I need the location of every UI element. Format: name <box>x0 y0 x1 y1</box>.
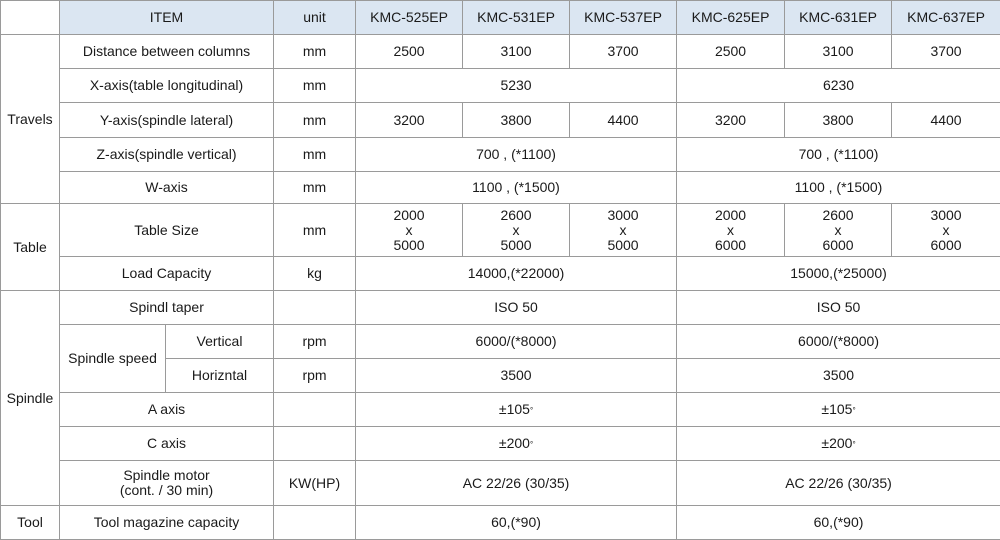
header-model: KMC-637EP <box>892 1 1000 35</box>
header-model: KMC-625EP <box>677 1 785 35</box>
unit-cell <box>274 506 356 540</box>
header-model: KMC-537EP <box>570 1 677 35</box>
unit-cell: mm <box>274 172 356 204</box>
row-z-axis <box>1 138 1000 172</box>
value-cell: 3200 <box>677 103 785 138</box>
a-axis-value: ±105 <box>821 400 853 417</box>
value-cell: 3800 <box>785 103 892 138</box>
header-model: KMC-531EP <box>463 1 570 35</box>
table-width: 3000 <box>607 206 639 223</box>
row-w-axis <box>1 172 1000 204</box>
value-cell: 3100 <box>785 35 892 69</box>
value-group6: 15000,(*25000) <box>677 257 1000 291</box>
row-spindle-motor <box>1 461 1000 506</box>
value-cell: 3800 <box>463 103 570 138</box>
value-group6: 6230 <box>677 69 1000 103</box>
unit-cell: mm <box>274 103 356 138</box>
table-size-cell <box>785 204 892 257</box>
value-cell: 2500 <box>677 35 785 69</box>
table-size-cell <box>677 204 785 257</box>
row-x-axis <box>1 69 1000 103</box>
value-group5: ISO 50 <box>356 291 677 325</box>
value-group6: 700 , (*1100) <box>677 138 1000 172</box>
times-sign: x <box>942 221 950 238</box>
times-sign: x <box>405 221 413 238</box>
header-row <box>1 1 1000 35</box>
group-tool: Tool <box>1 506 60 540</box>
table-width: 3000 <box>930 206 962 223</box>
label-load-capacity: Load Capacity <box>60 257 274 291</box>
row-tool-magazine <box>1 506 1000 540</box>
label-y-axis: Y-axis(spindle lateral) <box>60 103 274 138</box>
header-model: KMC-631EP <box>785 1 892 35</box>
unit-cell <box>274 291 356 325</box>
degree-mark: ° <box>852 405 856 415</box>
label-spindle-speed: Spindle speed <box>60 325 166 393</box>
corner-cell <box>1 1 60 35</box>
label-spindle-taper: Spindl taper <box>60 291 274 325</box>
label-z-axis: Z-axis(spindle vertical) <box>60 138 274 172</box>
value-group5: 6000/(*8000) <box>356 325 677 359</box>
value-group6: ISO 50 <box>677 291 1000 325</box>
value-group6: 60,(*90) <box>677 506 1000 540</box>
row-distance <box>1 35 1000 69</box>
value-cell: 4400 <box>892 103 1000 138</box>
group-travels: Travels <box>1 35 60 204</box>
value-cell: 3700 <box>892 35 1000 69</box>
value-group5: 14000,(*22000) <box>356 257 677 291</box>
unit-cell: kg <box>274 257 356 291</box>
table-size-cell <box>463 204 570 257</box>
label-tool-magazine: Tool magazine capacity <box>60 506 274 540</box>
unit-cell: mm <box>274 35 356 69</box>
degree-mark: ° <box>852 439 856 449</box>
value-group5: 5230 <box>356 69 677 103</box>
table-width: 2600 <box>500 206 532 223</box>
value-group5: 60,(*90) <box>356 506 677 540</box>
label-horizontal: Horizntal <box>166 359 274 393</box>
value-group5: 1100 , (*1500) <box>356 172 677 204</box>
times-sign: x <box>727 221 735 238</box>
row-spindle-taper <box>1 291 1000 325</box>
table-length: 5000 <box>393 236 425 253</box>
group-spindle: Spindle <box>1 291 60 506</box>
value-group6: AC 22/26 (30/35) <box>677 461 1000 506</box>
value-cell: 4400 <box>570 103 677 138</box>
table-size-cell <box>356 204 463 257</box>
table-length: 6000 <box>930 236 962 253</box>
unit-cell <box>274 393 356 427</box>
value-group6: 3500 <box>677 359 1000 393</box>
row-table-size <box>1 204 1000 257</box>
label-a-axis: A axis <box>60 393 274 427</box>
table-length: 5000 <box>500 236 532 253</box>
unit-cell: mm <box>274 204 356 257</box>
table-width: 2000 <box>393 206 425 223</box>
degree-mark: ° <box>529 405 534 415</box>
group-table: Table <box>1 204 60 291</box>
value-cell: 2500 <box>356 35 463 69</box>
degree-mark: ° <box>529 439 534 449</box>
times-sign: x <box>834 221 842 238</box>
header-model: KMC-525EP <box>356 1 463 35</box>
value-group5: 3500 <box>356 359 677 393</box>
label-w-axis: W-axis <box>60 172 274 204</box>
row-c-axis <box>1 427 1000 461</box>
spindle-motor-label: Spindle motor <box>123 467 210 483</box>
value-cell: 3200 <box>356 103 463 138</box>
table-size-cell <box>570 204 677 257</box>
value-group5 <box>356 427 677 461</box>
unit-cell <box>274 427 356 461</box>
a-axis-value: ±105 <box>498 400 530 417</box>
value-group6: 6000/(*8000) <box>677 325 1000 359</box>
table-length: 6000 <box>714 236 747 253</box>
header-item: ITEM <box>60 1 274 35</box>
label-distance: Distance between columns <box>60 35 274 69</box>
header-unit: unit <box>274 1 356 35</box>
value-cell: 3100 <box>463 35 570 69</box>
c-axis-value: ±200 <box>821 434 853 451</box>
value-group6: 1100 , (*1500) <box>677 172 1000 204</box>
value-group5 <box>356 393 677 427</box>
c-axis-value: ±200 <box>498 434 530 451</box>
times-sign: x <box>512 221 520 238</box>
spindle-motor-sublabel: (cont. / 30 min) <box>119 482 214 498</box>
times-sign: x <box>619 221 627 238</box>
value-group5: AC 22/26 (30/35) <box>356 461 677 506</box>
label-c-axis: C axis <box>60 427 274 461</box>
label-spindle-motor <box>60 461 274 506</box>
table-length: 5000 <box>607 236 639 253</box>
unit-cell: rpm <box>274 359 356 393</box>
value-group5: 700 , (*1100) <box>356 138 677 172</box>
unit-cell: rpm <box>274 325 356 359</box>
table-width: 2600 <box>822 206 854 223</box>
row-y-axis <box>1 103 1000 138</box>
row-load-capacity <box>1 257 1000 291</box>
label-table-size: Table Size <box>60 204 274 257</box>
row-a-axis <box>1 393 1000 427</box>
label-vertical: Vertical <box>166 325 274 359</box>
value-group6 <box>677 427 1000 461</box>
table-width: 2000 <box>714 206 747 223</box>
table-size-cell <box>892 204 1000 257</box>
label-x-axis: X-axis(table longitudinal) <box>60 69 274 103</box>
unit-cell: mm <box>274 138 356 172</box>
unit-cell: KW(HP) <box>274 461 356 506</box>
table-length: 6000 <box>822 236 854 253</box>
row-spindle-speed-vertical <box>1 325 1000 359</box>
unit-cell: mm <box>274 69 356 103</box>
value-group6 <box>677 393 1000 427</box>
value-cell: 3700 <box>570 35 677 69</box>
